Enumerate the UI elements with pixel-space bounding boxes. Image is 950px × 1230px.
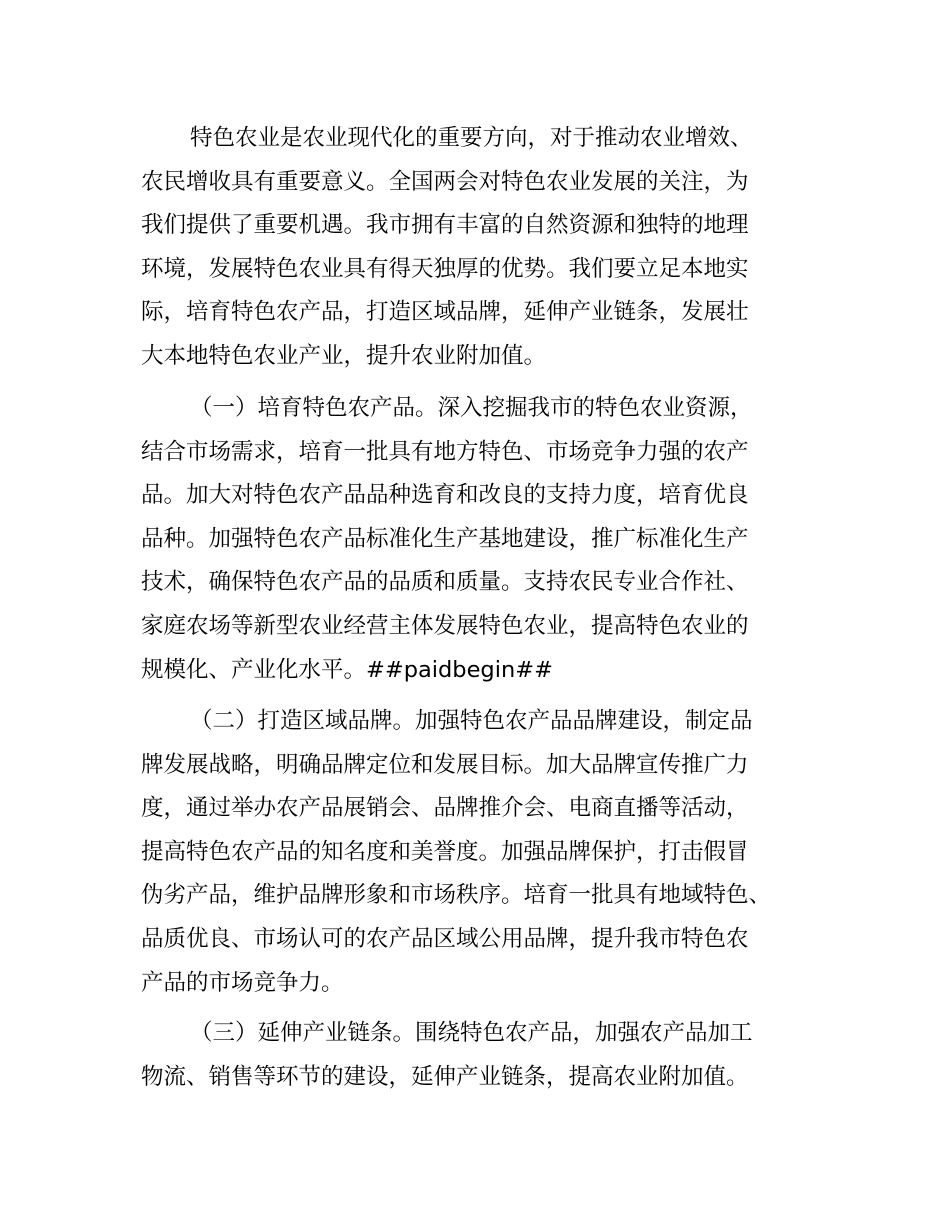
section-heading-line: （二）打造区域品牌。加强特色农产品品牌建设，制定品	[190, 708, 753, 734]
text-line: 际，培育特色农产品，打造区域品牌，延伸产业链条，发展壮	[141, 299, 749, 326]
text-line: 提高特色农产品的知名度和美誉度。加强品牌保护，打击假冒	[141, 838, 749, 865]
paragraph-intro	[141, 117, 831, 379]
text-line: 物流、销售等环节的建设，延伸产业链条，提高农业附加值。	[141, 1063, 749, 1090]
text-line: 特色农业是农业现代化的重要方向，对于推动农业增效、	[190, 125, 753, 151]
text-line: 环境，发展特色农业具有得天独厚的优势。我们要立足本地实	[141, 255, 749, 282]
paragraph-section-1	[141, 387, 831, 692]
paragraph-section-3	[141, 1012, 831, 1099]
text-line: 结合市场需求，培育一批具有地方特色、市场竞争力强的农产	[141, 438, 749, 465]
text-line: 规模化、产业化水平。##paidbegin##	[141, 656, 553, 683]
text-line: 产品的市场竞争力。	[141, 969, 344, 996]
text-line: 牌发展战略，明确品牌定位和发展目标。加大品牌宣传推广力	[141, 751, 749, 778]
text-line: 技术，确保特色农产品的品质和质量。支持农民专业合作社、	[141, 569, 749, 596]
text-line: 度，通过举办农产品展销会、品牌推介会、电商直播等活动，	[141, 795, 749, 822]
text-line: 家庭农场等新型农业经营主体发展特色农业，提高特色农业的	[141, 612, 749, 639]
text-line: 伪劣产品，维护品牌形象和市场秩序。培育一批具有地域特色、	[141, 882, 772, 909]
paragraph-section-2	[141, 700, 831, 1005]
section-heading-line: （一）培育特色农产品。深入挖掘我市的特色农业资源，	[190, 395, 753, 421]
text-line: 品种。加强特色农产品标准化生产基地建设，推广标准化生产	[141, 525, 749, 552]
text-line: 我们提供了重要机遇。我市拥有丰富的自然资源和独特的地理	[141, 212, 749, 239]
text-line: 大本地特色农业产业，提升农业附加值。	[141, 342, 547, 369]
section-heading-line: （三）延伸产业链条。围绕特色农产品，加强农产品加工	[190, 1020, 753, 1046]
text-line: 品质优良、市场认可的农产品区域公用品牌，提升我市特色农	[141, 925, 749, 952]
text-line: 品。加大对特色农产品品种选育和改良的支持力度，培育优良	[141, 482, 749, 509]
text-line: 农民增收具有重要意义。全国两会对特色农业发展的关注，为	[141, 168, 749, 195]
